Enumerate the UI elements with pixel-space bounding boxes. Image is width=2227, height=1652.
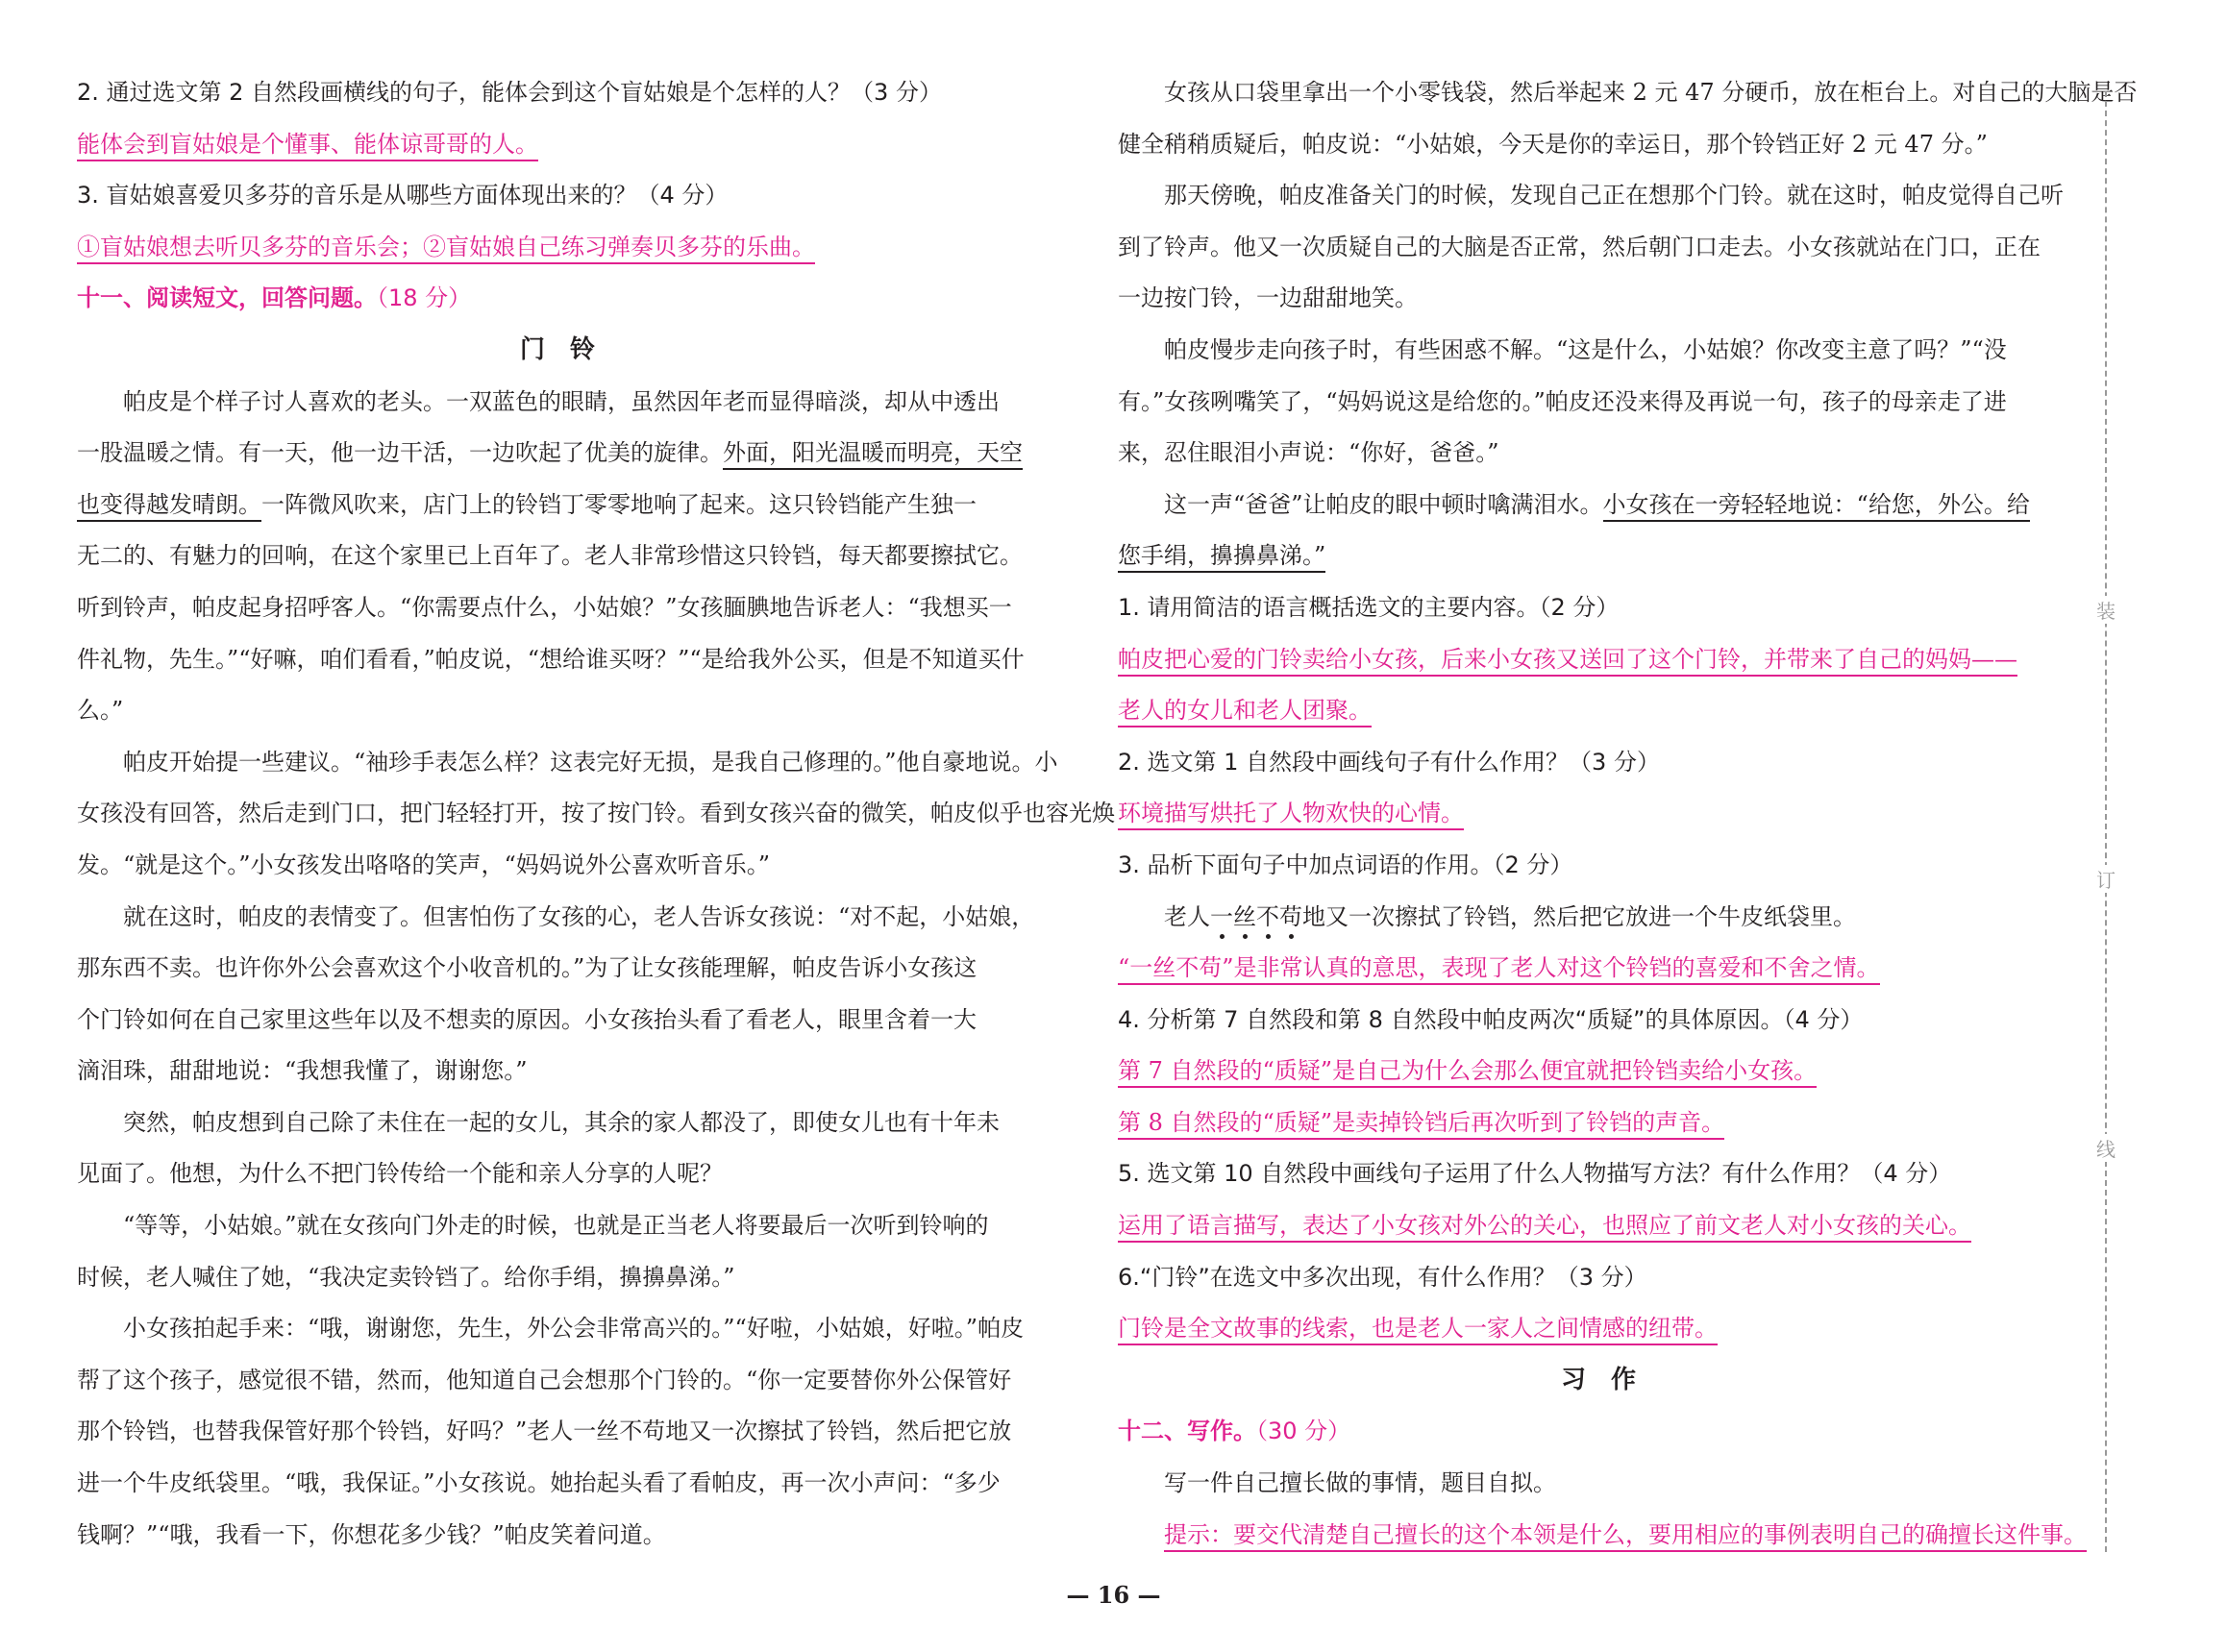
body-line: 么。” [77, 697, 124, 725]
body-line: 女孩从口袋里拿出一个小零钱袋，然后举起来 2 元 47 分硬币，放在柜台上。对自己的大脑是否 [1164, 79, 2138, 106]
body-line: 那个铃铛，也替我保管好那个铃铛，好吗？”老人一丝不苟地又一次擦拭了铃铛，然后把它放 [77, 1418, 1012, 1445]
emphasis-dot [1266, 934, 1271, 939]
question: 2. 通过选文第 2 自然段画横线的句子，能体会到这个盲姑娘是个怎样的人？（3 分） [77, 79, 942, 106]
body-line: “等等，小姑娘。”就在女孩向门外走的时候，也就是正当老人将要最后一次听到铃响的 [123, 1212, 989, 1240]
body-line: 一边按门铃，一边甜甜地笑。 [1118, 284, 1418, 312]
answer-text: 运用了语言描写，表达了小女孩对外公的关心，也照应了前文老人对小女孩的关心。 [1118, 1212, 1971, 1243]
question: 4. 分析第 7 自然段和第 8 自然段中帕皮两次“质疑”的具体原因。（4 分） [1118, 1005, 1864, 1033]
underlined-sentence: 小女孩在一旁轻轻地说：“给您，外公。给 [1603, 491, 2030, 522]
answer-text: 第 8 自然段的“质疑”是卖掉铃铛后再次听到了铃铛的声音。 [1118, 1109, 1724, 1140]
body-line: 突然，帕皮想到自己除了未住在一起的女儿，其余的家人都没了，即使女儿也有十年未 [123, 1108, 1000, 1136]
binding-label-xian: 线 [2094, 1134, 2117, 1162]
answer-text: “一丝不苟”是非常认真的意思，表现了老人对这个铃铛的喜爱和不舍之情。 [1118, 954, 1880, 985]
answer-line [77, 222, 1038, 274]
underlined-sentence: 您手绢，擤擤鼻涕。” [1118, 542, 1325, 573]
binding-line [2105, 91, 2107, 1552]
answer-text: 老人的女儿和老人团聚。 [1118, 697, 1372, 727]
answer-line [1118, 685, 2079, 737]
body-line: 帕皮开始提一些建议。“袖珍手表怎么样？这表完好无损，是我自己修理的。”他自豪地说。小 [123, 748, 1058, 776]
body-line: 帕皮慢步走向孩子时，有些困惑不解。“这是什么，小姑娘？你改变主意了吗？”“没 [1164, 335, 2007, 363]
body-text: 一股温暖之情。有一天，他一边干活，一边吹起了优美的旋律。 [77, 439, 723, 467]
section-heading [1118, 1406, 2079, 1458]
answer-line [1118, 943, 2079, 995]
answer-line [1118, 634, 2079, 686]
body-line: 那天傍晚，帕皮准备关门的时候，发现自己正在想那个门铃。就在这时，帕皮觉得自己听 [1164, 182, 2064, 210]
body-line: 钱啊？”“哦，我看一下，你想花多少钱？”帕皮笑着问道。 [77, 1520, 666, 1548]
answer-line [1118, 1046, 2079, 1097]
answer-line [1118, 788, 2079, 840]
section-title: 十二、写作。 [1118, 1418, 1256, 1445]
section-heading [77, 273, 1038, 325]
body-line: 健全稍稍质疑后，帕皮说：“小姑娘，今天是你的幸运日，那个铃铛正好 2 元 47 分。” [1118, 130, 1988, 158]
emphasis-dot [1243, 934, 1248, 939]
body-line: 就在这时，帕皮的表情变了。但害怕伤了女孩的心，老人告诉女孩说：“对不起，小姑娘， [123, 902, 1035, 930]
body-line: 无二的、有魅力的回响，在这个家里已上百年了。老人非常珍惜这只铃铛，每天都要擦拭它。 [77, 542, 1023, 570]
text-line [1118, 530, 2079, 582]
section-title: 十一、阅读短文，回答问题。 [77, 284, 377, 312]
answer-text: 帕皮把心爱的门铃卖给小女孩，后来小女孩又送回了这个门铃，并带来了自己的妈妈—— [1118, 646, 2017, 677]
body-line: 帕皮是个样子讨人喜欢的老头。一双蓝色的眼睛，虽然因年老而显得暗淡，却从中透出 [123, 387, 1000, 415]
body-line: 写一件自己擅长做的事情，题目自拟。 [1164, 1469, 1556, 1497]
body-line: 见面了。他想，为什么不把门铃传给一个能和亲人分享的人呢？ [77, 1160, 723, 1188]
answer-text: 第 7 自然段的“质疑”是自己为什么会那么便宜就把铃铛卖给小女孩。 [1118, 1057, 1817, 1088]
dotted-sentence [1118, 892, 2079, 944]
left-column [77, 67, 1115, 1561]
body-line: 来，忍住眼泪小声说：“你好，爸爸。” [1118, 439, 1499, 467]
answer-text: 环境描写烘托了人物欢快的心情。 [1118, 800, 1464, 830]
answer-line [1118, 1097, 2079, 1149]
body-text: 这一声“爸爸”让帕皮的眼中顿时噙满泪水。 [1164, 490, 1603, 518]
sentence-text: 老人一丝不苟地又一次擦拭了铃铛，然后把它放进一个牛皮纸袋里。 [1164, 902, 1856, 930]
section-points: （30 分） [1256, 1418, 1351, 1445]
body-line: 那东西不卖。也许你外公会喜欢这个小收音机的。”为了让女孩能理解，帕皮告诉小女孩这 [77, 954, 977, 982]
body-line: 小女孩拍起手来：“哦，谢谢您，先生，外公会非常高兴的。”“好啦，小姑娘，好啦。”帕皮 [123, 1315, 1025, 1343]
question: 2. 选文第 1 自然段中画线句子有什么作用？（3 分） [1118, 748, 1660, 776]
binding-label-zhuang: 装 [2094, 596, 2117, 624]
question: 6.“门铃”在选文中多次出现，有什么作用？（3 分） [1118, 1263, 1647, 1291]
body-line: 个门铃如何在自己家里这些年以及不想卖的原因。小女孩抬头看了看老人，眼里含着一大 [77, 1005, 977, 1033]
body-line: 件礼物，先生。”“好嘛，咱们看看，”帕皮说，“想给谁买呀？”“是给我外公买，但是不知道买什 [77, 645, 1025, 673]
answer-line [1118, 1510, 2087, 1562]
body-line: 发。“就是这个。”小女孩发出咯咯的笑声，“妈妈说外公喜欢听音乐。” [77, 851, 771, 878]
body-line: 滴泪珠，甜甜地说：“我想我懂了，谢谢您。” [77, 1057, 528, 1085]
body-line: 进一个牛皮纸袋里。“哦，我保证。”小女孩说。她抬起头看了看帕皮，再一次小声问：“多少 [77, 1469, 1001, 1497]
underlined-sentence: 也变得越发晴朗。 [77, 491, 261, 522]
body-line: 帮了这个孩子，感觉很不错，然而，他知道自己会想那个门铃的。“你一定要替你外公保管好 [77, 1366, 1012, 1393]
answer-text: 能体会到盲姑娘是个懂事、能体谅哥哥的人。 [77, 131, 538, 161]
right-column [1118, 67, 2138, 1561]
question: 1. 请用简洁的语言概括选文的主要内容。（2 分） [1118, 593, 1620, 621]
text-line [77, 480, 1038, 531]
body-line: 有。”女孩咧嘴笑了，“妈妈说这是给您的。”帕皮还没来得及再说一句，孩子的母亲走了进 [1118, 387, 2007, 415]
answer-line [77, 119, 1038, 171]
passage-title: 习作 [1560, 1365, 1661, 1394]
text-line [1118, 480, 2079, 531]
body-line: 到了铃声。他又一次质疑自己的大脑是否正常，然后朝门口走去。小女孩就站在门口，正在 [1118, 233, 2041, 260]
binding-label-ding: 订 [2094, 865, 2117, 893]
answer-text: 门铃是全文故事的线索，也是老人一家人之间情感的纽带。 [1118, 1315, 1718, 1345]
passage-title: 门铃 [519, 334, 620, 364]
question: 3. 盲姑娘喜爱贝多芬的音乐是从哪些方面体现出来的？（4 分） [77, 182, 729, 210]
answer-text: ①盲姑娘想去听贝多芬的音乐会；②盲姑娘自己练习弹奏贝多芬的乐曲。 [77, 234, 815, 264]
question: 5. 选文第 10 自然段中画线句子运用了什么人物描写方法？有什么作用？（4 分） [1118, 1160, 1952, 1188]
text-line [77, 428, 1038, 480]
answer-text: 提示：要交代清楚自己擅长的这个本领是什么，要用相应的事例表明自己的确擅长这件事。 [1164, 1521, 2087, 1552]
section-points: （18 分） [377, 284, 472, 312]
emphasis-dot [1289, 934, 1294, 939]
body-text: 一阵微风吹来，店门上的铃铛丁零零地响了起来。这只铃铛能产生独一 [261, 490, 977, 518]
underlined-sentence: 外面，阳光温暖而明亮，天空 [723, 439, 1023, 470]
answer-line [1118, 1200, 2079, 1252]
emphasis-dot [1220, 934, 1225, 939]
body-line: 女孩没有回答，然后走到门口，把门轻轻打开，按了按门铃。看到女孩兴奋的微笑，帕皮似乎也容光焕 [77, 800, 1115, 827]
question: 3. 品析下面句子中加点词语的作用。（2 分） [1118, 851, 1573, 878]
body-line: 听到铃声，帕皮起身招呼客人。“你需要点什么，小姑娘？”女孩腼腆地告诉老人：“我想买一 [77, 593, 1012, 621]
answer-line [1118, 1303, 2079, 1355]
body-line: 时候，老人喊住了她，“我决定卖铃铛了。给你手绢，擤擤鼻涕。” [77, 1263, 735, 1291]
page-number: — 16 — [1066, 1581, 1161, 1609]
